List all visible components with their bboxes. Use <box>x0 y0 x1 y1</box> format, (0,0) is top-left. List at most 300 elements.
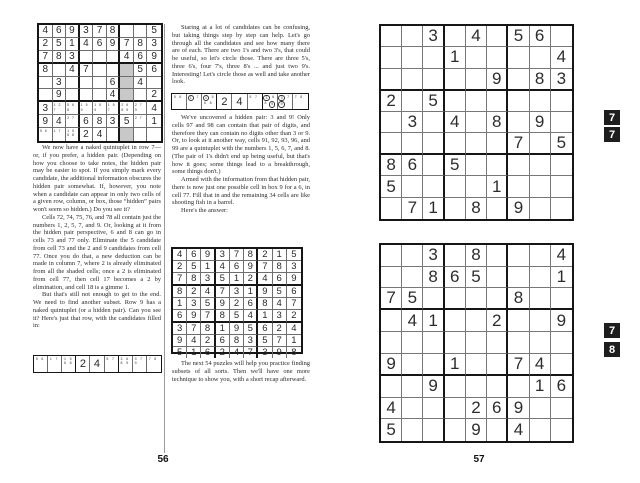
sudoku-cell <box>120 51 134 64</box>
sudoku-cell <box>201 249 215 261</box>
cell-digit: 2 <box>471 397 481 417</box>
sudoku-cell <box>487 198 508 219</box>
sudoku-cell <box>530 419 551 441</box>
sudoku-cell <box>466 419 487 441</box>
strip-cell <box>172 94 187 109</box>
cell-digit: 9 <box>151 50 157 62</box>
sudoku-cell <box>508 69 529 91</box>
sudoku-cell <box>244 249 258 261</box>
sudoku-cell <box>187 323 201 335</box>
cell-digit: 7 <box>233 249 240 260</box>
sudoku-cell <box>445 133 466 155</box>
sudoku-cell <box>244 335 258 347</box>
sudoku-cell <box>508 155 529 176</box>
cell-digit: 3 <box>109 115 116 127</box>
cell-digit: 1 <box>291 335 297 346</box>
cell-digit: 4 <box>176 249 183 260</box>
sudoku-cell <box>402 69 423 91</box>
cell-digit: 6 <box>83 115 89 127</box>
sudoku-cell <box>230 335 244 347</box>
paragraph: We now have a naked quintuplet in row 7—or, if you prefer, a hidden pair. (Depending on how you choose to take notes, the hidden pair may be easier to spot. If you simply mark every candidate, the additional information obscures the hidden pair somewhat. If, however, you note when a candidate can appear in only two cells of a given row, column, or box, those “hidden” pairs won't seem so hidden.) Do you see it? <box>33 144 161 213</box>
sudoku-cell <box>487 332 508 354</box>
sudoku-cell <box>423 155 444 176</box>
sudoku-cell <box>381 376 402 398</box>
sudoku-cell <box>147 89 161 102</box>
sudoku-cell <box>381 112 402 133</box>
sudoku-cell <box>466 91 487 112</box>
cell-digit: 5 <box>513 26 524 46</box>
cell-digit: 5 <box>407 288 418 308</box>
sudoku-cell <box>445 198 466 219</box>
cell-digit: 9 <box>491 68 502 88</box>
sudoku-cell <box>402 310 423 332</box>
cell-digit: 5 <box>276 286 282 297</box>
sudoku-cell <box>530 155 551 176</box>
strip-cell <box>293 94 308 109</box>
sudoku-cell <box>120 89 134 102</box>
cell-digit: 4 <box>513 420 524 440</box>
strip-cell <box>187 94 202 109</box>
sudoku-cell <box>466 26 487 47</box>
cell-digit: 8 <box>386 155 396 175</box>
cell-digit: 1 <box>69 38 75 50</box>
sudoku-cell <box>287 347 301 358</box>
sudoku-cell <box>53 102 67 115</box>
cell-candidates: 1 5 6 8 <box>67 129 75 138</box>
strip-cell <box>278 94 293 109</box>
cell-digit: 9 <box>109 38 116 50</box>
cell-digit: 9 <box>204 249 211 260</box>
cell-digit: 5 <box>556 133 567 153</box>
candidate: 7 <box>140 356 143 361</box>
sudoku-cell <box>244 298 258 310</box>
cell-digit: 4 <box>219 261 225 272</box>
cell-digit: 9 <box>556 310 567 330</box>
sudoku-cell <box>258 286 272 298</box>
sudoku-cell <box>107 77 121 90</box>
sudoku-cell <box>551 288 572 310</box>
cell-candidates <box>202 94 216 109</box>
cell-digit: 5 <box>262 335 268 346</box>
sudoku-cell <box>244 286 258 298</box>
sudoku-cell <box>402 155 423 176</box>
cell-digit: 1 <box>428 198 438 218</box>
cell-candidates: 1 2 7 <box>53 103 62 112</box>
strip-cell <box>248 94 263 109</box>
sudoku-cell <box>39 128 53 141</box>
sudoku-cell <box>402 288 423 310</box>
circled-candidate: 9 <box>278 101 285 108</box>
sudoku-cell <box>216 347 230 358</box>
sudoku-cell <box>201 323 215 335</box>
sudoku-cell <box>487 47 508 68</box>
cell-digit: 1 <box>276 249 282 260</box>
sudoku-cell <box>258 310 272 323</box>
sudoku-cell <box>66 115 80 128</box>
cell-digit: 4 <box>123 50 130 62</box>
sudoku-cell <box>273 335 287 347</box>
sudoku-cell <box>445 245 466 267</box>
sudoku-cell <box>487 267 508 289</box>
sudoku-cell <box>445 288 466 310</box>
sudoku-cell <box>287 261 301 273</box>
sudoku-cell <box>551 245 572 267</box>
sudoku-cell <box>93 51 107 64</box>
cell-digit: 3 <box>428 26 438 46</box>
sudoku-cell <box>53 128 67 141</box>
strip-cell <box>133 356 147 372</box>
tab-digit: 7 <box>608 128 616 141</box>
sudoku-cell <box>381 419 402 441</box>
cell-digit: 4 <box>262 273 268 284</box>
cell-digit: 4 <box>96 129 103 141</box>
sudoku-cell <box>402 398 423 420</box>
cell-digit: 7 <box>176 273 183 284</box>
candidate: 6 <box>204 101 206 106</box>
circled-candidate: 3 <box>263 95 270 102</box>
candidate: 5 <box>249 94 252 99</box>
sudoku-cell <box>53 64 67 77</box>
sudoku-cell <box>258 298 272 310</box>
cell-digit: 9 <box>513 198 524 218</box>
sudoku-cell <box>530 398 551 420</box>
sudoku-cell <box>487 91 508 112</box>
sudoku-cell <box>445 267 466 289</box>
puzzle-number-tab <box>604 110 620 125</box>
cell-candidates: 5 6 <box>40 129 48 134</box>
sudoku-cell <box>508 354 529 376</box>
cell-digit: 2 <box>79 358 86 370</box>
page-number-right: 57 <box>473 454 485 465</box>
sudoku-cell <box>508 398 529 420</box>
cell-digit: 3 <box>151 38 157 50</box>
sudoku-cell <box>134 89 148 102</box>
cell-candidates <box>293 94 308 109</box>
sudoku-cell <box>107 89 121 102</box>
cell-digit: 6 <box>534 26 545 46</box>
sudoku-cell <box>445 112 466 133</box>
cell-digit: 6 <box>56 25 62 37</box>
cell-digit: 6 <box>109 76 116 88</box>
cell-digit: 3 <box>42 102 49 114</box>
cell-digit: 7 <box>262 261 268 272</box>
cell-candidates: 1 5 9 <box>94 103 103 112</box>
sudoku-cell <box>445 398 466 420</box>
cell-digit: 6 <box>204 347 211 358</box>
sudoku-cell <box>423 112 444 133</box>
sudoku-cell <box>173 323 187 335</box>
sudoku-cell <box>147 64 161 77</box>
cell-digit: 3 <box>191 298 197 309</box>
sudoku-cell <box>230 273 244 286</box>
cell-candidates <box>48 356 61 372</box>
sudoku-cell <box>487 398 508 420</box>
candidate: 5 <box>69 356 72 361</box>
cell-digit: 6 <box>262 323 268 334</box>
candidate: 7 <box>196 94 199 99</box>
sudoku-cell <box>530 198 551 219</box>
cell-digit: 5 <box>247 323 253 334</box>
sudoku-cell <box>466 133 487 155</box>
cell-digit: 4 <box>386 397 396 417</box>
cell-candidates: 1 5 9 <box>80 103 89 112</box>
sudoku-cell <box>120 25 134 38</box>
cell-digit: 9 <box>56 89 62 101</box>
paragraph: But that's still not enough to get to the end. We need to find another subset. Row 9 has a naked quintuplet (or a hidden pair). Can you see it? Here's just that row, with the candidates filled in: <box>33 291 161 330</box>
sudoku-cell <box>487 245 508 267</box>
cell-digit: 2 <box>176 261 183 272</box>
sudoku-cell <box>134 51 148 64</box>
cell-digit: 7 <box>219 286 225 297</box>
sudoku-cell <box>508 133 529 155</box>
sudoku-cell <box>120 128 134 141</box>
sudoku-cell <box>402 47 423 68</box>
sudoku-cell <box>187 298 201 310</box>
sudoku-cell <box>402 245 423 267</box>
cell-candidates <box>34 356 47 372</box>
sudoku-cell <box>201 286 215 298</box>
cell-candidates <box>278 94 292 109</box>
sudoku-cell <box>551 133 572 155</box>
cell-digit: 7 <box>407 198 418 218</box>
sudoku-cell <box>258 261 272 273</box>
sudoku-cell <box>80 64 94 77</box>
sudoku-cell <box>147 102 161 115</box>
sudoku-cell <box>487 69 508 91</box>
cell-digit: 1 <box>219 323 225 334</box>
sudoku-cell <box>445 419 466 441</box>
puzzle-number-tab <box>604 323 620 338</box>
sudoku-cell <box>230 261 244 273</box>
sudoku-cell <box>39 77 53 90</box>
cell-digit: 3 <box>204 273 211 284</box>
sudoku-cell <box>39 38 53 51</box>
sudoku-cell <box>93 115 107 128</box>
sudoku-cell <box>466 69 487 91</box>
sudoku-cell <box>39 115 53 128</box>
sudoku-cell <box>230 298 244 310</box>
cell-digit: 4 <box>56 115 62 127</box>
sudoku-cell <box>53 25 67 38</box>
sudoku-cell <box>551 354 572 376</box>
sudoku-cell <box>445 354 466 376</box>
candidate: 8 <box>120 361 123 366</box>
sudoku-cell <box>147 51 161 64</box>
sudoku-cell <box>187 261 201 273</box>
cell-digit: 8 <box>176 286 183 297</box>
cell-digit: 3 <box>291 261 297 272</box>
puzzle-number-tab <box>604 127 620 142</box>
cell-digit: 7 <box>513 353 524 373</box>
cell-digit: 9 <box>428 376 438 396</box>
sudoku-cell <box>173 335 187 347</box>
sudoku-cell <box>134 77 148 90</box>
cell-digit: 6 <box>491 397 502 417</box>
cell-digit: 7 <box>291 298 297 309</box>
candidate: 8 <box>69 361 72 366</box>
cell-digit: 6 <box>219 335 225 346</box>
sudoku-cell <box>551 198 572 219</box>
sudoku-cell <box>258 249 272 261</box>
cell-digit: 3 <box>556 68 567 88</box>
cell-digit: 2 <box>262 249 268 260</box>
sudoku-cell <box>120 64 134 77</box>
sudoku-cell <box>551 176 572 197</box>
sudoku-cell <box>423 47 444 68</box>
sudoku-cell <box>508 267 529 289</box>
cell-digit: 7 <box>276 335 282 346</box>
sudoku-cell <box>53 51 67 64</box>
sudoku-cell <box>466 398 487 420</box>
sudoku-cell <box>445 47 466 68</box>
sudoku-cell <box>258 323 272 335</box>
sudoku-cell <box>216 273 230 286</box>
sudoku-cell <box>466 332 487 354</box>
cell-digit: 1 <box>262 310 268 321</box>
sudoku-cell <box>187 286 201 298</box>
sudoku-cell <box>466 310 487 332</box>
cell-candidates: 1 5 7 <box>107 103 116 112</box>
right-column-text-mid <box>172 114 310 215</box>
cell-digit: 6 <box>247 298 253 309</box>
sudoku-cell <box>551 419 572 441</box>
paragraph: Staring at a lot of candidates can be confusing, but taking things step by step can help. Let's go through all the candidates and see how many there are of each. There are two 1's and two 3's, that could be useful, so let's circle those. There are three 5's, three 6's, four 7's, three 8's ... and just two 9's. Interesting! Let's circle those as well and take another look. <box>172 24 310 86</box>
sudoku-cell <box>134 115 148 128</box>
sudoku-cell <box>402 376 423 398</box>
cell-digit: 4 <box>191 335 197 346</box>
cell-digit: 9 <box>291 273 297 284</box>
sudoku-cell <box>216 298 230 310</box>
sudoku-cell <box>423 26 444 47</box>
sudoku-cell <box>173 310 187 323</box>
sudoku-cell <box>423 332 444 354</box>
sudoku-cell <box>93 64 107 77</box>
cell-digit: 1 <box>176 298 183 309</box>
sudoku-cell <box>80 102 94 115</box>
paragraph: We've uncovered a hidden pair: 3 and 9! Only cells 97 and 98 can contain that pair of digits, and therefore they can contain no digits other than 3 or 9. Or, to look at it another way, cells 91, 92, 93, 96, and 99 are a quintuplet with the numbers 1, 5, 6, 7, and 8. (The pair of 1's didn't end up being useful, but that's how it goes; some things lead to a breakthrough, some things don't.) <box>172 114 310 176</box>
cell-digit: 9 <box>219 298 225 309</box>
cell-digit: 4 <box>291 323 297 334</box>
sudoku-cell <box>508 376 529 398</box>
sudoku-cell <box>201 335 215 347</box>
cell-digit: 2 <box>221 95 228 108</box>
paragraph: Armed with the information from that hidden pair, there is now just one possible cell in box 9 for a 6, in cell 77. Fill that in and the remaining 34 cells are like shooting fish in a barrel. <box>172 176 310 207</box>
sudoku-cell <box>80 128 94 141</box>
cell-digit: 2 <box>491 310 502 330</box>
sudoku-cell <box>381 310 402 332</box>
cell-digit: 2 <box>247 273 253 284</box>
sudoku-cell <box>530 267 551 289</box>
cell-digit: 3 <box>428 245 438 265</box>
row9-candidate-strip <box>33 355 162 373</box>
cell-digit: 1 <box>428 310 438 330</box>
sudoku-cell <box>201 298 215 310</box>
sudoku-cell <box>445 155 466 176</box>
sudoku-cell <box>381 245 402 267</box>
candidate: 6 <box>126 356 129 361</box>
strip-cell <box>76 356 90 372</box>
cell-digit: 2 <box>386 90 396 110</box>
sudoku-cell <box>53 38 67 51</box>
candidate: 7 <box>294 94 297 99</box>
cell-digit: 8 <box>513 288 524 308</box>
sudoku-cell <box>258 273 272 286</box>
circled-candidate: 3 <box>278 95 285 102</box>
sudoku-cell <box>134 25 148 38</box>
sudoku-cell <box>287 273 301 286</box>
sudoku-cell <box>530 26 551 47</box>
sudoku-cell <box>244 347 258 358</box>
sudoku-cell <box>402 419 423 441</box>
cell-candidates: 2 7 <box>134 116 143 121</box>
cell-digit: 8 <box>262 298 268 309</box>
cell-digit: 5 <box>191 261 197 272</box>
cell-digit: 8 <box>191 273 197 284</box>
answer-sudoku-grid <box>171 247 303 358</box>
cell-digit: 4 <box>204 286 211 297</box>
cell-digit: 7 <box>42 50 49 62</box>
sudoku-cell <box>287 323 301 335</box>
sudoku-cell <box>530 112 551 133</box>
cell-digit: 8 <box>42 64 49 76</box>
strip-cell <box>62 356 76 372</box>
sudoku-cell <box>551 376 572 398</box>
cell-digit: 6 <box>96 38 103 50</box>
cell-digit: 1 <box>191 347 197 358</box>
cell-digit: 7 <box>123 38 130 50</box>
cell-digit: 9 <box>233 323 240 334</box>
tab-digit: 8 <box>608 343 616 356</box>
candidate: 6 <box>272 94 275 99</box>
sudoku-cell <box>551 155 572 176</box>
cell-digit: 6 <box>276 273 282 284</box>
right-column-text-top <box>172 24 310 86</box>
cell-digit: 8 <box>109 25 116 37</box>
sudoku-cell <box>53 115 67 128</box>
sudoku-cell <box>120 38 134 51</box>
sudoku-cell <box>187 249 201 261</box>
sudoku-cell <box>39 51 53 64</box>
sudoku-cell <box>258 335 272 347</box>
sudoku-cell <box>381 26 402 47</box>
sudoku-cell <box>120 115 134 128</box>
page-number-left: 56 <box>157 454 169 465</box>
sudoku-cell <box>39 102 53 115</box>
sudoku-cell <box>66 89 80 102</box>
candidate: 8 <box>264 101 267 106</box>
sudoku-cell <box>230 347 244 358</box>
sudoku-cell <box>551 267 572 289</box>
sudoku-cell <box>273 323 287 335</box>
cell-digit: 7 <box>96 25 103 37</box>
cell-digit: 1 <box>204 261 211 272</box>
cell-digit: 8 <box>247 249 253 260</box>
circled-candidate: 9 <box>269 101 276 108</box>
candidate: 1 <box>64 356 66 361</box>
sudoku-cell <box>201 347 215 358</box>
sudoku-cell <box>147 128 161 141</box>
sudoku-cell <box>402 267 423 289</box>
row9-circled-candidate-strip <box>171 93 309 110</box>
sudoku-cell <box>508 91 529 112</box>
sudoku-cell <box>147 25 161 38</box>
sudoku-cell <box>53 89 67 102</box>
sudoku-cell <box>107 128 121 141</box>
sudoku-cell <box>530 245 551 267</box>
sudoku-cell <box>551 310 572 332</box>
sudoku-cell <box>508 310 529 332</box>
sudoku-cell <box>107 51 121 64</box>
